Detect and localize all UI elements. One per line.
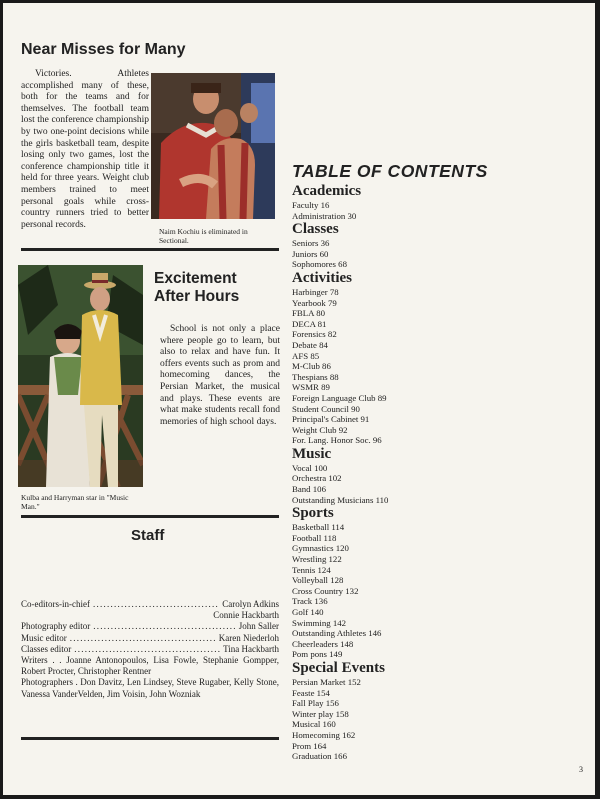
toc-entry: Forensics 82 [292, 329, 337, 340]
staff-name: John Saller [238, 621, 279, 632]
toc-entry: Fall Play 156 [292, 698, 339, 709]
toc-entry: Football 118 [292, 532, 337, 543]
staff-title: Staff [131, 527, 165, 544]
toc-section-heading: Activities [292, 269, 352, 286]
toc-entry: Debate 84 [292, 339, 328, 350]
toc-entry: Pom pons 149 [292, 649, 343, 660]
toc-entry: Tennis 124 [292, 564, 331, 575]
leader-dots: . [75, 677, 81, 688]
leader-dots [70, 633, 216, 644]
yearbook-page [3, 3, 595, 795]
toc-entry: Track 136 [292, 596, 328, 607]
staff-row-photographers [21, 677, 279, 699]
music-man-caption: Kulba and Harryman star in "Music Man." [21, 493, 129, 511]
toc-section-heading: Music [292, 445, 332, 462]
toc-entry: Gymnastics 120 [292, 543, 349, 554]
toc-entry: Student Council 90 [292, 403, 360, 414]
toc-section-heading: Classes [292, 221, 339, 238]
staff-names: Joanne Antonopoulos, Lisa Fowle, Stephanie Gompper, Robert Procter, Christopher Rentner [21, 655, 279, 677]
page-number: 3 [579, 765, 583, 774]
toc-entry: Faculty 16 [292, 200, 330, 210]
toc-entry: Band 106 [292, 484, 326, 495]
leader-dots [74, 644, 220, 655]
staff-name: Karen Niederloh [218, 632, 279, 643]
excitement-body: School is not only a place where people go to learn, but also to relax and have fun. It offers events such as prom and homecoming dances, the Persian Market, the musical and plays. These events are what make students recall fond memories of high school days. [160, 324, 280, 427]
toc-section-heading: Special Events [292, 659, 385, 676]
staff-row-classes-editor [21, 644, 279, 655]
toc-entry: Harbinger 78 [292, 286, 339, 297]
toc-section-heading: Sports [292, 505, 334, 522]
toc-entry: Golf 140 [292, 607, 324, 617]
toc-entry: FBLA 80 [292, 308, 325, 319]
staff-row-photo-editor [21, 621, 279, 632]
toc-entry: For. Lang. Honor Soc. 96 [292, 435, 382, 446]
toc-entry: Homecoming 162 [292, 729, 356, 740]
toc-entry: Musical 160 [292, 719, 336, 730]
toc-entry: Basketball 114 [292, 522, 345, 533]
staff-list [21, 599, 279, 700]
staff-label: Photography editor [21, 621, 91, 632]
toc-entry: Volleyball 128 [292, 575, 344, 586]
toc-entry: WSMR 89 [292, 382, 330, 393]
toc-entry: Outstanding Athletes 146 [292, 628, 382, 639]
divider-3 [21, 737, 279, 740]
wrestling-caption: Naim Kochiu is eliminated in Sectional. [159, 227, 248, 245]
toc-entry: Outstanding Musicians 110 [292, 494, 389, 505]
near-misses-body: Victories. Athletes accomplished many of these, both for the teams and for themselves. The football team lost the conference championship by two one-point decisions while the girls basketball team, despite losing only two games, lost the conference championship title it held for three years. Weight club members trained to meet personal goals while cross-country runners tried to better personal records. [21, 69, 149, 230]
leader-dots [93, 621, 236, 632]
toc-entry: Seniors 36 [292, 238, 330, 249]
toc-entry: Foreign Language Club 89 [292, 392, 387, 403]
toc-section-heading: Academics [292, 183, 362, 199]
leader-dots [93, 599, 219, 610]
staff-name: Tina Hackbarth [223, 643, 279, 654]
divider-1 [21, 248, 279, 251]
music-man-photo [18, 265, 143, 487]
staff-name: Carolyn Adkins [222, 599, 279, 609]
toc-entry: Weight Club 92 [292, 424, 348, 435]
staff-row-music-editor [21, 633, 279, 644]
staff-row-writers [21, 655, 279, 677]
staff-row-coeditors [21, 599, 279, 610]
wrestling-photo [151, 73, 275, 219]
leader-dots: . . [52, 655, 67, 666]
toc-title: TABLE OF CONTENTS [292, 161, 488, 181]
toc-entry: Administration 30 [292, 210, 357, 221]
excitement-title-line-2: After Hours [154, 288, 240, 305]
toc-entry: Sophomores 68 [292, 259, 347, 270]
excitement-title-line-1: Excitement [154, 270, 237, 287]
toc-entry: Orchestra 102 [292, 473, 342, 484]
toc-entry: Principal's Cabinet 91 [292, 414, 370, 425]
staff-name: Connie Hackbarth [213, 610, 279, 621]
toc-entry: DECA 81 [292, 318, 327, 329]
toc-entry: Vocal 100 [292, 462, 328, 473]
toc-entry: Feaste 154 [292, 687, 330, 698]
excitement-title [154, 270, 239, 306]
toc-entry: Persian Market 152 [292, 676, 361, 687]
toc-entry: Yearbook 79 [292, 297, 337, 308]
toc-entry: AFS 85 [292, 350, 320, 361]
toc-entry: Cross Country 132 [292, 585, 359, 596]
toc-entry: Graduation 166 [292, 751, 347, 762]
toc-entry: Cheerleaders 148 [292, 638, 354, 649]
table-of-contents [292, 183, 582, 762]
staff-label: Writers [21, 655, 48, 666]
toc-entry: Winter play 158 [292, 708, 349, 719]
divider-2 [21, 515, 279, 518]
staff-label: Classes editor [21, 643, 72, 654]
toc-entry: Juniors 60 [292, 248, 329, 259]
toc-entry: Prom 164 [292, 740, 327, 751]
toc-entry: Swimming 142 [292, 617, 347, 628]
staff-names: Don Davitz, Len Lindsey, Steve Rugaber, Kelly Stone, Vanessa VanderVelden, Jim Voisin, John Wozniak [21, 677, 280, 699]
near-misses-title: Near Misses for Many [21, 41, 186, 58]
staff-label: Music editor [21, 632, 67, 643]
toc-entry: Thespians 88 [292, 371, 339, 382]
toc-entry: M-Club 86 [292, 361, 331, 372]
staff-label: Photographers [21, 677, 73, 688]
staff-label: Co-editors-in-chief [21, 599, 90, 609]
toc-entry: Wrestling 122 [292, 554, 342, 565]
